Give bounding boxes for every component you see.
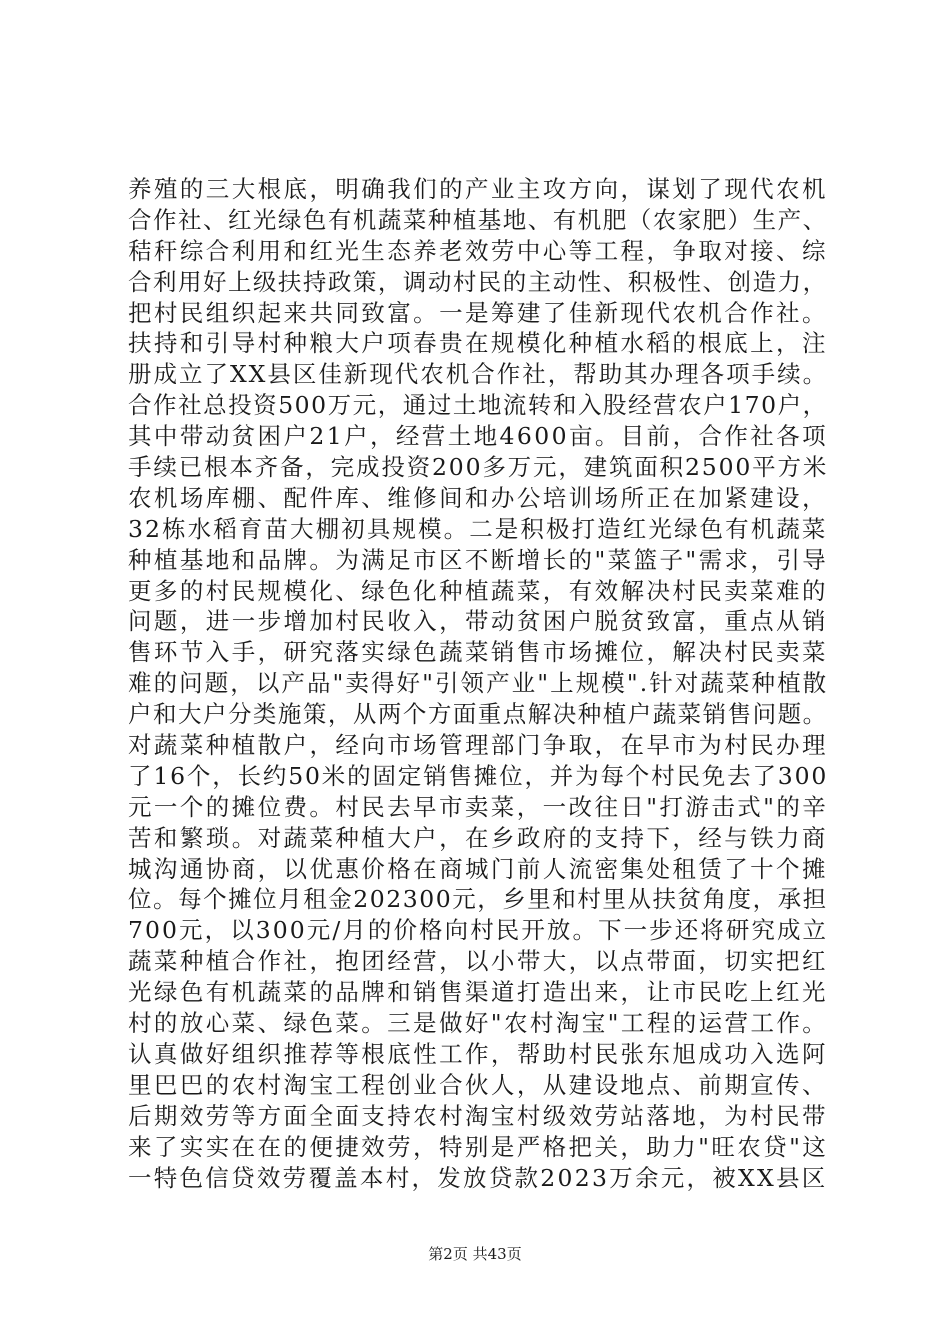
text-line: 苦和繁琐。对蔬菜种植大户，在乡政府的支持下，经与铁力商 — [128, 823, 828, 852]
text-line: 合作社、红光绿色有机蔬菜种植基地、有机肥（农家肥）生产、 — [128, 205, 828, 234]
text-line: 700元，以300元/月的价格向村民开放。下一步还将研究成立 — [128, 916, 829, 945]
text-line: 其中带动贫困户21户，经营土地4600亩。目前，合作社各项 — [128, 422, 829, 451]
text-line: 种植基地和品牌。为满足市区不断增长的"菜篮子"需求，引导 — [128, 545, 829, 574]
text-line: 元一个的摊位费。村民去早市卖菜，一改往日"打游击式"的辛 — [128, 792, 829, 821]
text-line: 蔬菜种植合作社，抱团经营，以小带大，以点带面，切实把红 — [128, 947, 828, 976]
text-line: 售环节入手，研究落实绿色蔬菜销售市场摊位，解决村民卖菜 — [128, 638, 828, 667]
text-line: 32栋水稻育苗大棚初具规模。二是积极打造红光绿色有机蔬菜 — [128, 514, 828, 543]
text-line: 对蔬菜种植散户，经向市场管理部门争取，在早市为村民办理 — [128, 731, 828, 760]
text-line: 里巴巴的农村淘宝工程创业合伙人，从建设地点、前期宣传、 — [128, 1070, 828, 1099]
text-line: 册成立了XX县区佳新现代农机合作社，帮助其办理各项手续。 — [128, 360, 829, 389]
text-line: 养殖的三大根底，明确我们的产业主攻方向，谋划了现代农机 — [128, 175, 828, 203]
text-line: 合作社总投资500万元，通过土地流转和入股经营农户170户， — [128, 391, 828, 420]
text-line: 把村民组织起来共同致富。一是筹建了佳新现代农机合作社。 — [128, 298, 828, 327]
text-line: 难的问题，以产品"卖得好"引领产业"上规模".针对蔬菜种植散 — [128, 669, 829, 698]
text-line: 认真做好组织推荐等根底性工作，帮助村民张东旭成功入选阿 — [128, 1039, 828, 1068]
text-line: 来了实实在在的便捷效劳，特别是严格把关，助力"旺农贷"这 — [128, 1132, 829, 1161]
text-line: 位。每个摊位月租金202300元，乡里和村里从扶贫角度，承担 — [128, 885, 828, 914]
text-line: 农机场库棚、配件库、维修间和办公培训场所正在加紧建设， — [128, 483, 828, 512]
text-line: 后期效劳等方面全面支持农村淘宝村级效劳站落地，为村民带 — [128, 1101, 828, 1130]
text-line: 村的放心菜、绿色菜。三是做好"农村淘宝"工程的运营工作。 — [128, 1009, 829, 1038]
text-line: 光绿色有机蔬菜的品牌和销售渠道打造出来，让市民吃上红光 — [128, 978, 828, 1007]
text-line: 户和大户分类施策，从两个方面重点解决种植户蔬菜销售问题。 — [128, 700, 828, 729]
text-line: 扶持和引导村种粮大户项春贵在规模化种植水稻的根底上，注 — [128, 329, 828, 358]
body-text — [128, 174, 828, 1193]
text-line: 一特色信贷效劳覆盖本村，发放贷款2023万余元，被XX县区 — [128, 1163, 828, 1192]
text-line: 手续已根本齐备，完成投资200多万元，建筑面积2500平方米 — [128, 453, 829, 482]
text-line: 了16个，长约50米的固定销售摊位，并为每个村民免去了300 — [128, 761, 829, 790]
text-line: 问题，进一步增加村民收入，带动贫困户脱贫致富，重点从销 — [128, 607, 828, 636]
text-line: 秸秆综合利用和红光生态养老效劳中心等工程，争取对接、综 — [128, 236, 828, 265]
text-line: 城沟通协商，以优惠价格在商城门前人流密集处租赁了十个摊 — [128, 854, 828, 883]
text-line: 更多的村民规模化、绿色化种植蔬菜，有效解决村民卖菜难的 — [128, 576, 828, 605]
page-footer: 第2页 共43页 — [428, 1245, 522, 1263]
text-line: 合利用好上级扶持政策，调动村民的主动性、积极性、创造力， — [128, 267, 828, 296]
